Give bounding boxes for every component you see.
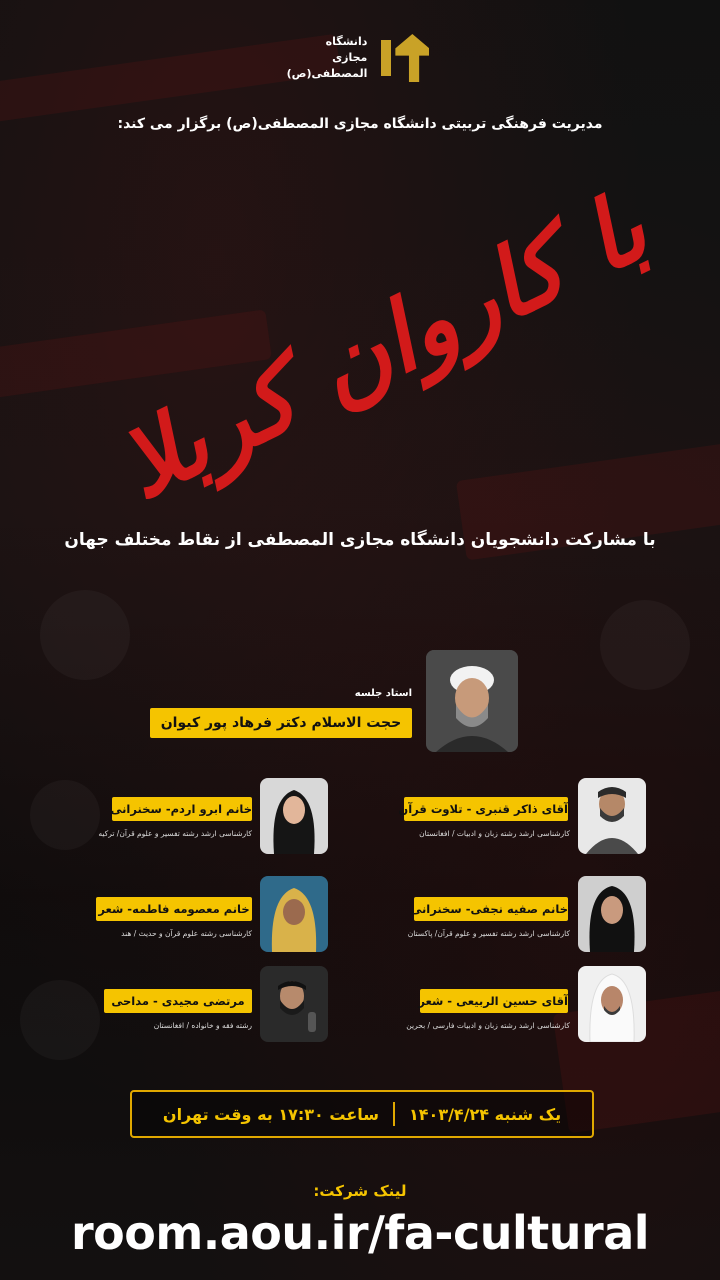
event-date: یک شنبه ۱۴۰۳/۴/۲۴ <box>409 1104 562 1124</box>
participant-photo <box>578 876 646 952</box>
participant-photo <box>578 966 646 1042</box>
divider <box>393 1102 395 1126</box>
participant-description: کارشناسی رشته علوم قرآن و حدیث / هند <box>121 929 252 938</box>
background-crowd <box>30 780 100 850</box>
participant-description: کارشناسی ارشد رشته تفسیر و علوم قرآن/ پاکستان <box>407 929 570 938</box>
event-time: ساعت ۱۷:۳۰ به وقت تهران <box>162 1104 380 1124</box>
participant-photo <box>578 778 646 854</box>
logo-line: المصطفی(ص) <box>286 67 368 80</box>
main-title <box>60 150 700 530</box>
participant-description: رشته فقه و خانواده / افغانستان <box>153 1021 252 1030</box>
host-name-tag: حجت الاسلام دکتر فرهاد پور کیوان <box>150 708 412 738</box>
logo-text <box>287 34 368 82</box>
participant-name-tag: آقای ذاکر قنبری - تلاوت قرآن <box>404 797 568 821</box>
background-crowd <box>40 590 130 680</box>
participant-name-tag: خانم صفیه نجفی- سخنرانی <box>414 897 568 921</box>
participant-description: کارشناسی ارشد رشته زبان و ادبیات / افغانستان <box>419 829 570 838</box>
participant-description: کارشناسی ارشد رشته تفسیر و علوم قرآن/ ترکیه <box>98 829 252 838</box>
link-label: لینک شرکت: <box>313 1182 407 1200</box>
participant-name-tag: آقای حسین الربیعی - شعر <box>420 989 568 1013</box>
host-role-label: استاد جلسه <box>354 688 412 699</box>
logo-line: مجازی <box>332 51 368 64</box>
participant-photo <box>260 876 328 952</box>
join-link[interactable]: room.aou.ir/fa-cultural <box>70 1206 650 1260</box>
participant-name-tag: خانم معصومه فاطمه- شعر <box>96 897 252 921</box>
event-datetime <box>130 1090 594 1138</box>
participant-description: کارشناسی ارشد رشته زبان و ادبیات فارسی / بحرین <box>406 1021 570 1030</box>
participant-photo <box>260 778 328 854</box>
organizer-line: مدیریت فرهنگی تربیتی دانشگاه مجازی المصطفی(ص) برگزار می کند: <box>117 116 603 132</box>
participant-name-tag: مرتضی مجیدی - مداحی <box>104 989 252 1013</box>
participant-photo <box>260 966 328 1042</box>
subtitle: با مشارکت دانشجویان دانشگاه مجازی المصطفی از نقاط مختلف جهان <box>64 530 656 550</box>
background-crowd <box>20 980 100 1060</box>
logo-line: دانشگاه <box>325 35 368 48</box>
background-crowd <box>600 600 690 690</box>
participant-name-tag: خانم ابرو اردم- سخنرانی <box>112 797 252 821</box>
logo-emblem-icon <box>377 30 433 86</box>
main-title-text: با کاروان کربلا <box>101 170 664 522</box>
university-logo <box>0 30 720 86</box>
host-photo <box>426 650 518 752</box>
